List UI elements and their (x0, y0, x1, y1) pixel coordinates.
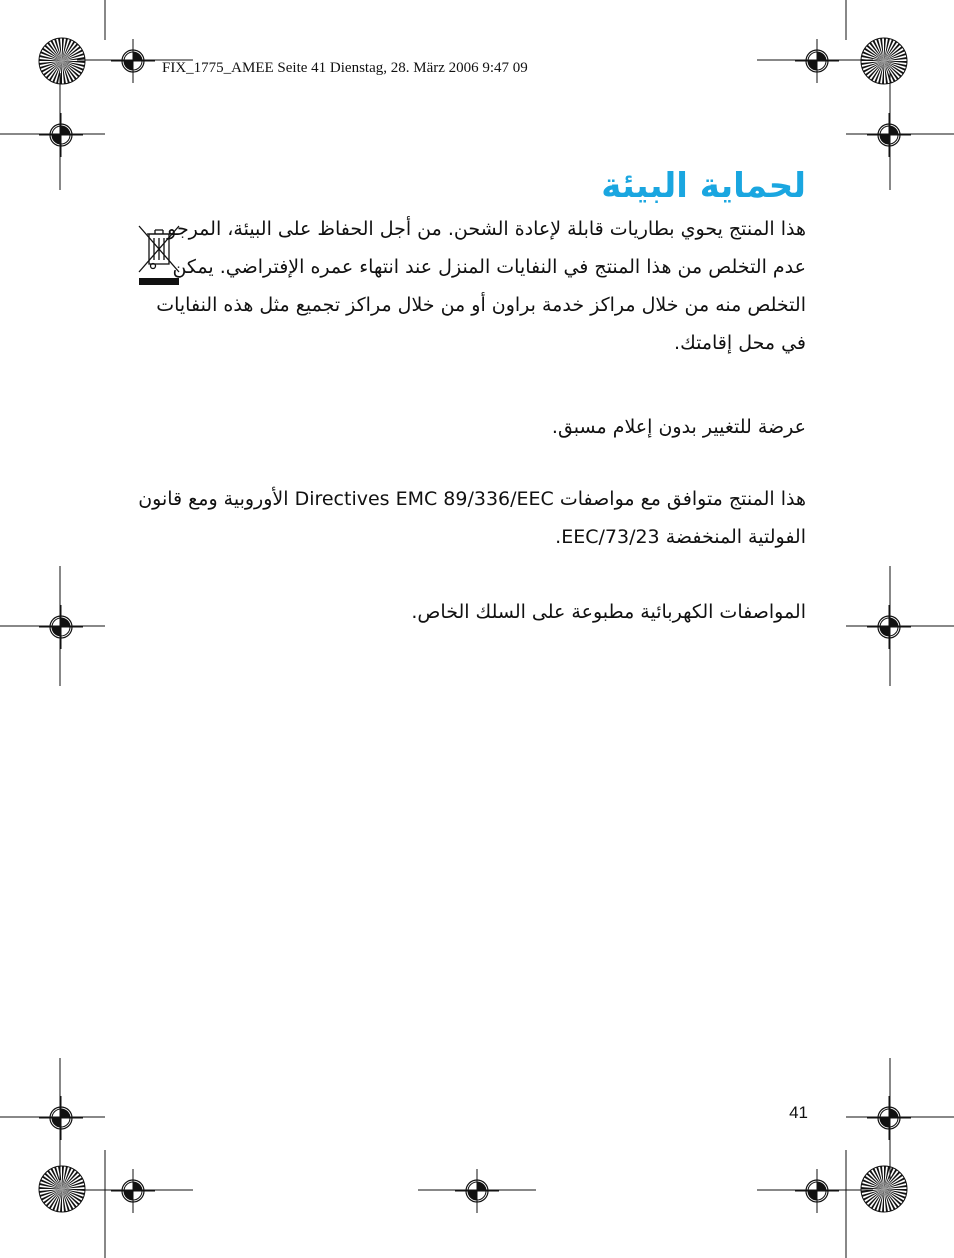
page-number: 41 (789, 1103, 808, 1122)
section-title: لحماية البيئة (601, 166, 806, 206)
compliance-paragraph: هذا المنتج متوافق مع مواصفات Directives EMC 89/336/EEC الأوروبية ومع قانون الفولتية المنخفضة 73/23/EEC. (138, 488, 806, 548)
change-notice-paragraph: عرضة للتغيير بدون إعلام مسبق. (551, 416, 806, 438)
environment-paragraph: هذا المنتج يحوي بطاريات قابلة لإعادة الشحن. من أجل الحفاظ على البيئة، المرجو عدم التخلص من هذا المنتج في النفايات المنزل عند انتهاء عمره الإفتراضي. يمكن التخلص منه من خلال مراكز خدمة براون أو من خلال مراكز تجميع مثل هذه النفايات في محل إقامتك. (156, 218, 806, 354)
electrical-specs-paragraph: المواصفات الكهربائية مطبوعة على السلك الخاص. (411, 601, 806, 623)
print-header: FIX_1775_AMEE Seite 41 Dienstag, 28. März 2006 9:47 09 (162, 60, 528, 76)
